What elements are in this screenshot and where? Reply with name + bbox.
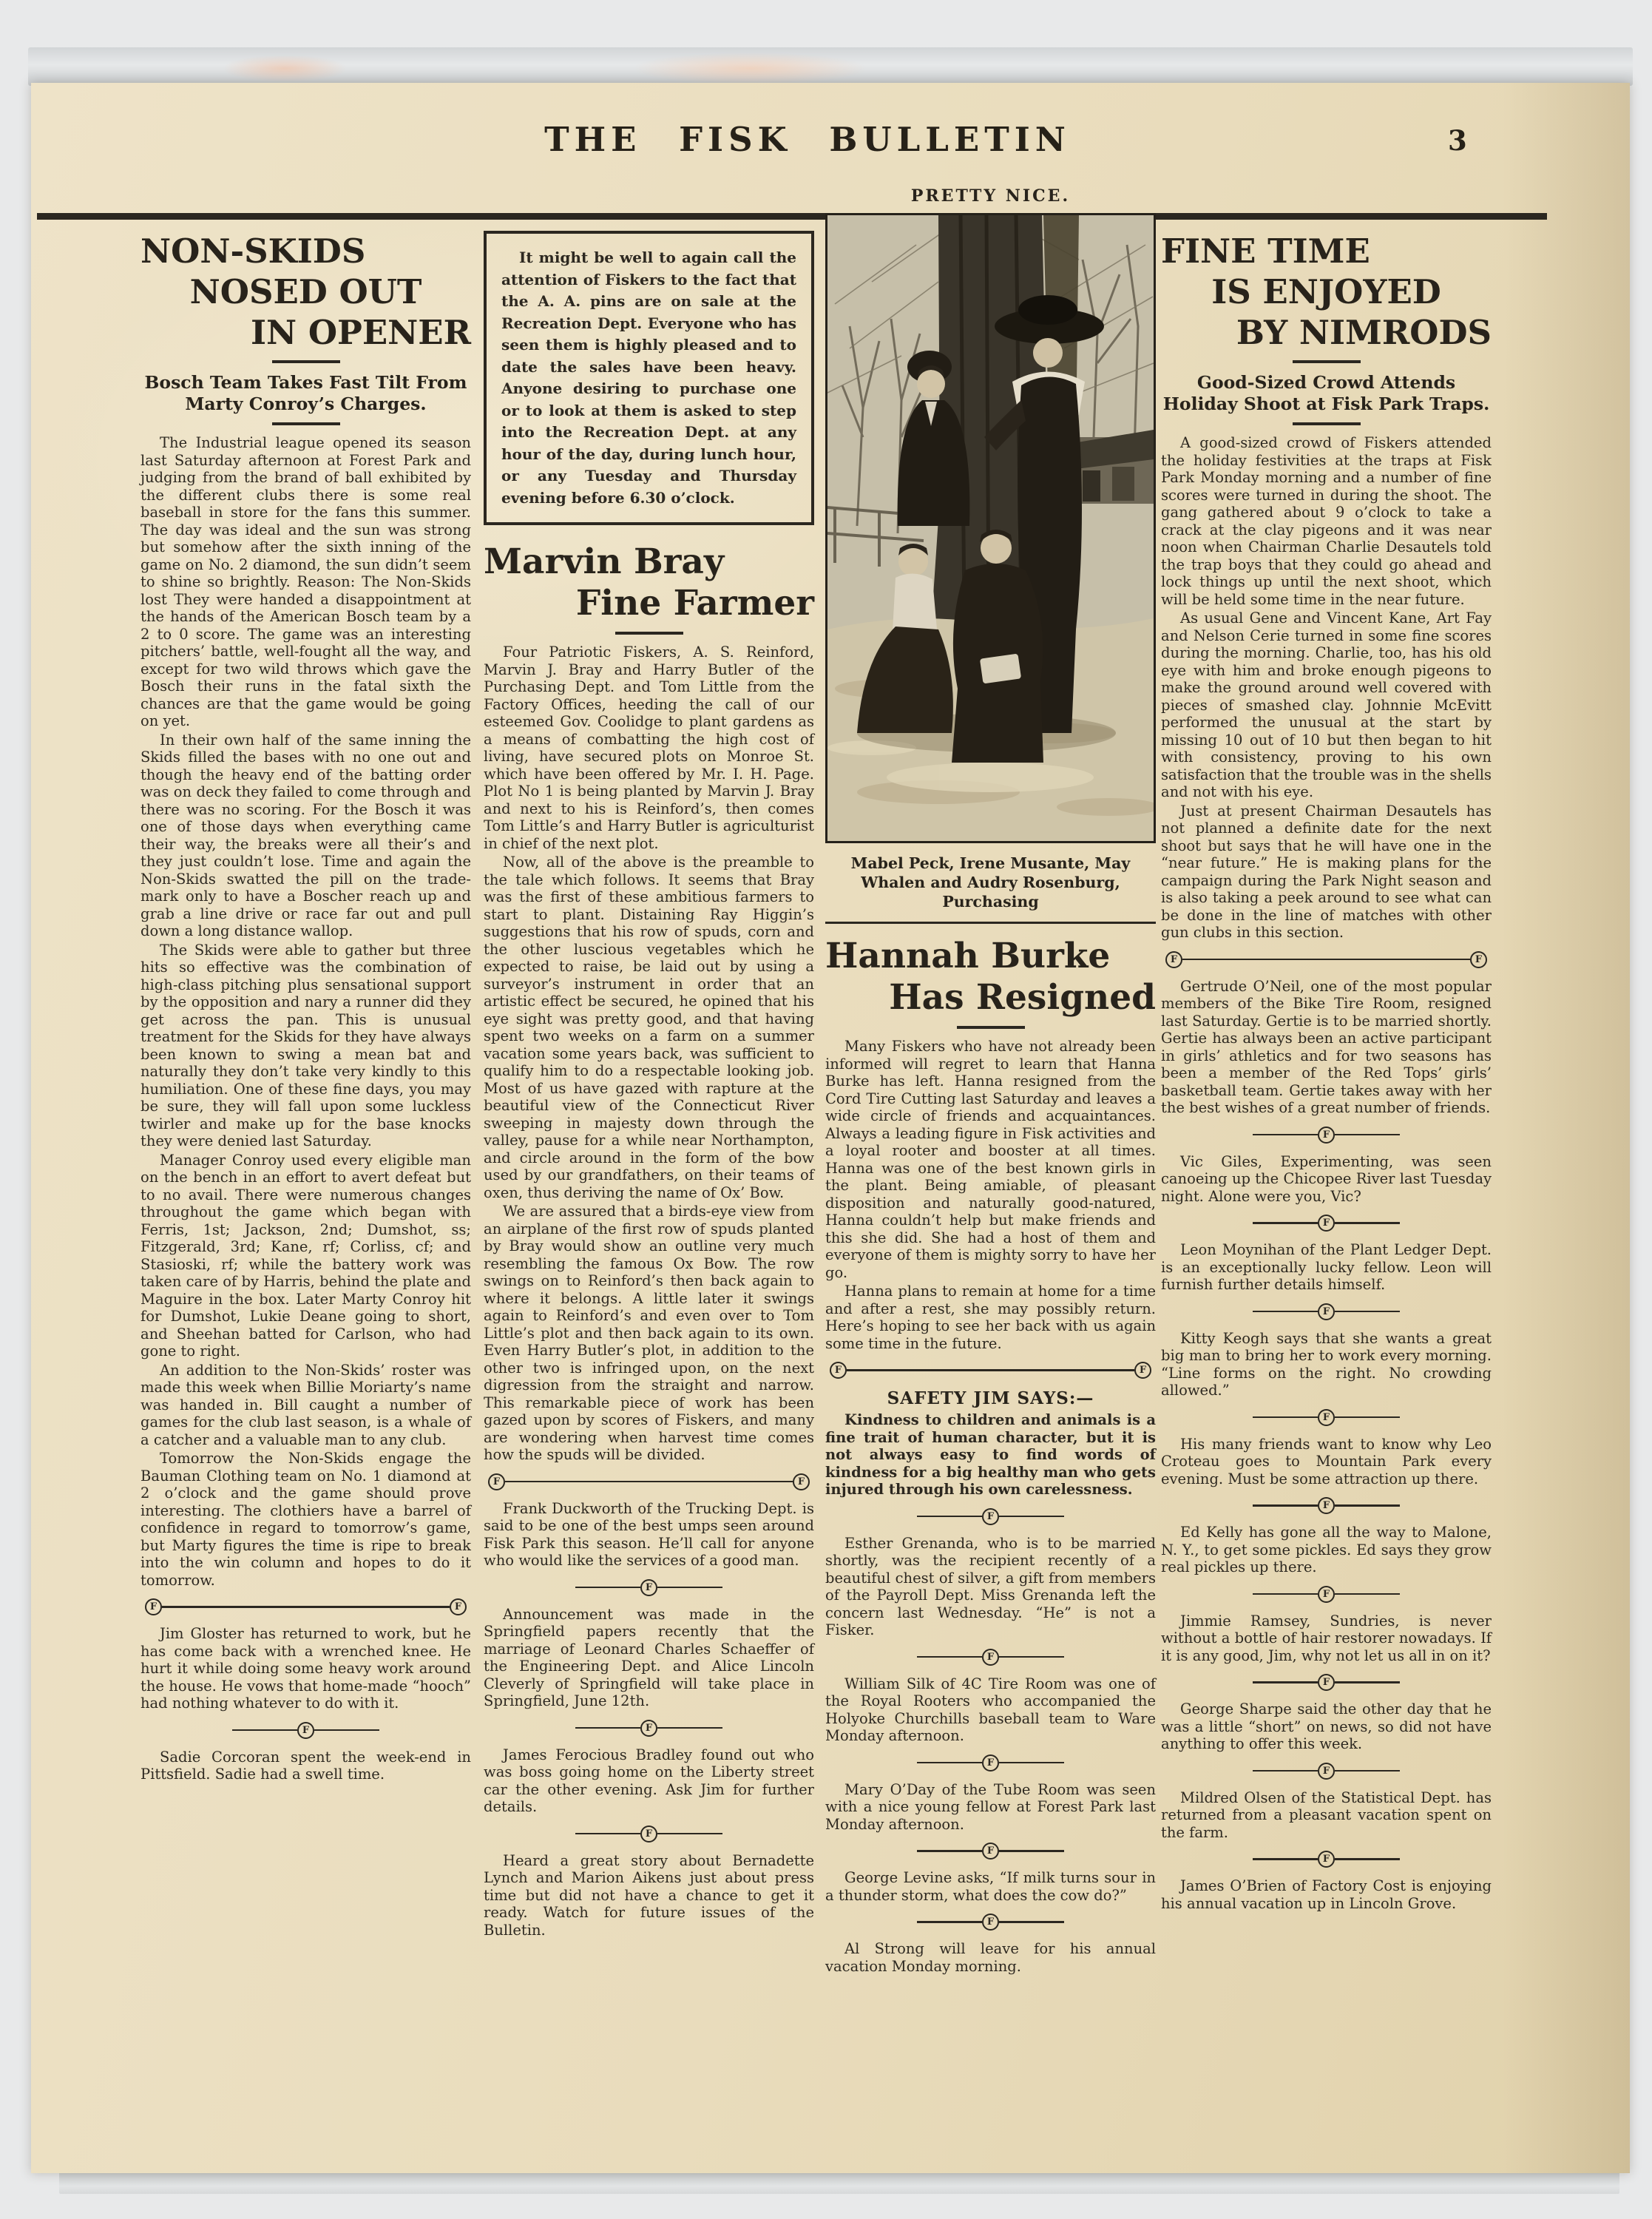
divider-line (1253, 1134, 1318, 1136)
section-divider (830, 1649, 1151, 1666)
news-short: George Levine asks, “If milk turns sour in a thunder storm, what does the cow do?” (825, 1869, 1156, 1904)
ornament-f-icon: F (640, 1825, 657, 1843)
news-short: Esther Grenanda, who is to be married shortly, was the recipient recently of a beautiful chest of silver, a gift from members of the Payroll Dept. Miss Grenanda left the concern last Wednesday. “He” is not a Fisker. (825, 1534, 1156, 1638)
headline-line: Has Resigned (889, 977, 1156, 1018)
subhead-holiday-shoot: Good-Sized Crowd Attends Holiday Shoot at Fisk Park Traps. (1162, 372, 1490, 414)
divider-line (917, 1656, 982, 1658)
divider-line (657, 1587, 722, 1589)
divider-line (1253, 1593, 1318, 1595)
divider-line (1335, 1504, 1400, 1507)
section-divider (830, 1508, 1151, 1525)
divider-line (1335, 1681, 1400, 1683)
page-number: 3 (1448, 124, 1467, 157)
newspaper-page (31, 83, 1630, 2173)
ornament-f-icon: F (1318, 1409, 1335, 1426)
ornament-f-icon: F (450, 1598, 467, 1615)
ornament-f-icon: F (1318, 1851, 1335, 1868)
section-divider (1165, 1215, 1487, 1232)
ornament-f-icon: F (1318, 1497, 1335, 1514)
section-divider (830, 1754, 1151, 1772)
section-divider (488, 1579, 810, 1596)
news-short: George Sharpe said the other day that he was a little “short” on news, so did not have anything to offer this week. (1161, 1700, 1492, 1752)
ornament-f-icon: F (1318, 1303, 1335, 1320)
news-short: Heard a great story about Bernadette Lynch and Marion Aikens just about press time but did not have a chance to get it ready. Watch for future issues of the Bulletin. (484, 1851, 814, 1939)
divider-line (1253, 1770, 1318, 1772)
column-2 (484, 231, 814, 1939)
news-short: Kitty Keogh says that she wants a great big man to bring her to work every morning. “Line forms on the right. No crowding allowed.” (1161, 1329, 1492, 1399)
headline-line: NON-SKIDS (141, 232, 366, 271)
news-short: Mary O’Day of the Tube Room was seen with a nice young fellow at Forest Park last Monday afternoon. (825, 1780, 1156, 1833)
headline-hannah-burke (825, 936, 1156, 1019)
ornament-f-icon: F (1134, 1362, 1151, 1379)
divider-line (1335, 1858, 1400, 1860)
headline-line: Hannah Burke (825, 936, 1111, 976)
divider-line (999, 1656, 1064, 1658)
news-short: Announcement was made in the Springfield papers recently that the marriage of Leonard Charles Schaeffer of the Engineering Dept. and Alice Lincoln Cleverly of Springfield will take place in Springfield, June 12th. (484, 1605, 814, 1709)
article-paragraph: As usual Gene and Vincent Kane, Art Fay and Nelson Cerie turned in some fine scores during the morning. Charlie, too, has his old eye with him and broke enough pigeons to make the ground around well covered with pieces of smashed clay. Johnnie McEvitt performed the unusual at the start by missing 10 out of 10 but then began to hit with consistency, proving to his own satisfaction that the trouble was in the shells and not with his eye. (1161, 609, 1492, 800)
divider-line (1253, 1222, 1318, 1224)
section-divider (1165, 1586, 1487, 1603)
ornament-f-icon: F (1318, 1586, 1335, 1603)
ornament-f-icon: F (488, 1473, 505, 1490)
headline-line: IS ENJOYED (1211, 272, 1441, 311)
section-divider (1165, 1674, 1487, 1691)
ornament-f-icon: F (640, 1579, 657, 1596)
headline-line: Marvin Bray (484, 541, 725, 582)
divider-line (1335, 1311, 1400, 1313)
subhead-bosch: Bosch Team Takes Fast Tilt From Marty Conroy’s Charges. (144, 372, 467, 414)
news-short: James Ferocious Bradley found out who was boss going home on the Liberty street car the other evening. Ask Jim for further details. (484, 1746, 814, 1815)
divider-line (1335, 1134, 1400, 1136)
article-paragraph: Four Patriotic Fiskers, A. S. Reinford, Marvin J. Bray and Harry Butler of the Purchasing Dept. and Tom Little from the Factory Offices, heeding the call of our esteemed Gov. Coolidge to plant gardens as a means of combatting the high cost of living, have secured plots on Monroe St. which have been offered by Mr. I. H. Page. Plot No 1 is being planted by Marvin J. Bray and next to his is Reinford’s, then comes Tom Little’s and Harry Butler is agriculturist in chief of the next plot. (484, 644, 814, 852)
divider-line (162, 1606, 450, 1608)
section-divider (1165, 1303, 1487, 1320)
divider-line (917, 1850, 982, 1852)
ornament-f-icon: F (982, 1649, 999, 1666)
photo-title: PRETTY NICE. (910, 186, 1071, 206)
article-paragraph: The Industrial league opened its season last Saturday afternoon at Forest Park and judging from the brand of ball exhibited by the different clubs there is some real baseball in store for the fans this summer. The day was ideal and the sun was strong but somehow after the sixth inning of the game on No. 2 diamond, the sun didn’t seem to shine so brightly. Reason: The Non-Skids lost They were handed a disappointment at the hands of the American Bosch team by a 2 to 0 score. The game was an interesting pitchers’ battle, well-fought all the way, and except for two wild throws which gave the Bosch their runs in the fatal sixth the chances are that the game would be going on yet. (141, 434, 471, 729)
divider-line (1253, 1504, 1318, 1507)
headline-nonskids (141, 231, 471, 353)
article-paragraph: A good-sized crowd of Fiskers attended the holiday festivities at the traps at Fisk Park Monday morning and a number of fine scores were turned in during the shoot. The gang gathered about 9 o’clock to take a crack at the clay pigeons and it was near noon when Chairman Charlie Desautels told the trap boys that they could go ahead and lock things up until the next shoot, which will be held some time in the near future. (1161, 434, 1492, 608)
headline-rule (272, 360, 340, 363)
safety-jim-heading: SAFETY JIM SAYS:— (887, 1388, 1094, 1408)
divider-line (917, 1762, 982, 1764)
news-short: Al Strong will leave for his annual vacation Monday morning. (825, 1940, 1156, 1975)
article-paragraph: Just at present Chairman Desautels has not planned a definite date for the next shoot but says that he will have one in the “near future.” He is making plans for the campaign during the Park Night season and is also taking a peek around to see what can be done in the line of matches with other gun clubs in this section. (1161, 802, 1492, 941)
section-divider (1165, 1851, 1487, 1868)
divider-line (505, 1481, 793, 1483)
aa-pins-notice-box: It might be well to again call the attention of Fiskers to the fact that the A. A. pins are on sale at the Recreation Dept. Everyone who has seen them is highly pleased and to date the sales have been heavy. Anyone desiring to purchase one or to look at them is asked to step into the Recreation Dept. at any hour of the day, during lunch hour, or any Tuesday and Thursday evening before 6.30 o’clock. (484, 231, 814, 525)
article-paragraph: Manager Conroy used every eligible man on the bench in an effort to avert defeat but to no avail. There were numerous changes throughout the game which began with Ferris, 1st; Jackson, 2nd; Dumshot, ss; Fitzgerald, 3rd; Kane, rf; Corliss, cf; and Stasioski, rf; while the battery work was taken care of by Harris, behind the plate and Maguire in the box. Later Marty Conroy hit for Dumshot, Lukie Deane going to short, and Sheehan batted for Carlson, who had gone to right. (141, 1151, 471, 1360)
news-short: Jimmie Ramsey, Sundries, is never without a bottle of hair restorer nowadays. If it is any good, Jim, why not let us all in on it? (1161, 1612, 1492, 1664)
ornament-f-icon: F (145, 1598, 162, 1615)
headline-rule (615, 632, 683, 635)
section-divider (830, 1362, 1151, 1379)
section-divider (1165, 1409, 1487, 1426)
section-divider (1165, 1763, 1487, 1780)
divider-line (999, 1516, 1064, 1518)
ornament-f-icon: F (1318, 1674, 1335, 1691)
group-photograph (825, 213, 1156, 843)
divider-line (1335, 1770, 1400, 1772)
section-divider (488, 1473, 810, 1490)
column-1 (141, 231, 471, 1783)
ornament-f-icon: F (1470, 951, 1487, 968)
news-short: Frank Duckworth of the Trucking Dept. is said to be one of the best umps seen around Fisk Park this season. He’ll call for anyone who would like the services of a good man. (484, 1499, 814, 1569)
caption-rule (825, 922, 1156, 924)
ornament-f-icon: F (982, 1914, 999, 1931)
news-short: His many friends want to know why Leo Croteau goes to Mountain Park every evening. Must be some attraction up there. (1161, 1435, 1492, 1487)
article-paragraph: In their own half of the same inning the Skids filled the bases with no one out and though the heavy end of the batting order was on deck they failed to come through and there was no scoring. For the Bosch it was one of those days when everything came their way, the breaks were all their’s and they just couldn’t lose. Time and again the Non-Skids swatted the pill on the trade-mark only to have a Boscher reach up and grab a line drive or race far out and pull down a long distance wallop. (141, 731, 471, 939)
news-short: Mildred Olsen of the Statistical Dept. has returned from a pleasant vacation spent on the farm. (1161, 1789, 1492, 1841)
news-short: Gertrude O’Neil, one of the most popular members of the Bike Tire Room, resigned last Saturday. Gertie is to be married shortly. Gertie has always been an active participant in girls’ athletics and for two seasons has been a member of the Red Tops’ girls’ basketball team. Gertie takes away with her the best wishes of a great number of friends. (1161, 977, 1492, 1116)
news-short: Sadie Corcoran spent the week-end in Pittsfield. Sadie had a swell time. (141, 1748, 471, 1783)
subhead-rule (1293, 422, 1361, 425)
section-divider (1165, 1497, 1487, 1514)
headline-line: NOSED OUT (189, 272, 422, 311)
divider-line (575, 1833, 640, 1835)
ornament-f-icon: F (982, 1843, 999, 1860)
divider-line (1253, 1681, 1318, 1683)
page-title: THE FISK BULLETIN (544, 120, 1071, 159)
section-divider (145, 1722, 467, 1739)
ornament-f-icon: F (1318, 1215, 1335, 1232)
ornament-f-icon: F (830, 1362, 847, 1379)
section-divider (145, 1598, 467, 1615)
column-3 (825, 186, 1156, 1975)
headline-marvin-bray (484, 541, 814, 624)
headline-line: BY NIMRODS (1236, 313, 1492, 352)
divider-line (999, 1762, 1064, 1764)
news-short: James O’Brien of Factory Cost is enjoying his annual vacation up in Lincoln Grove. (1161, 1877, 1492, 1912)
divider-line (1335, 1222, 1400, 1224)
ornament-f-icon: F (297, 1722, 314, 1739)
divider-line (657, 1833, 722, 1835)
article-paragraph: We are assured that a birds-eye view from an airplane of the first row of spuds planted by Bray would show an outline very much resembling the famous Ox Bow. The row swings on to Reinford’s then back again to where it belongs. A little later it swings again to Reinford’s and even over to Tom Little’s plot and then back again to its own. Even Harry Butler’s plot, in addition to the other two is infringed upon, on the next digression from the straight and narrow. This remarkable piece of work has been gazed upon by scores of Fiskers, and many are wondering when harvest time comes how the spuds will be divided. (484, 1203, 814, 1463)
divider-line (314, 1729, 379, 1732)
headline-line: FINE TIME (1161, 232, 1370, 271)
headline-line: Fine Farmer (575, 583, 814, 624)
ornament-f-icon: F (982, 1754, 999, 1772)
article-paragraph: Hanna plans to remain at home for a time and after a rest, she may possibly return. Here’s hoping to see her back with us again some time in the future. (825, 1283, 1156, 1352)
ornament-f-icon: F (793, 1473, 810, 1490)
headline-line: IN OPENER (250, 313, 471, 352)
divider-line (1335, 1416, 1400, 1419)
divider-line (575, 1587, 640, 1589)
photo-caption: Mabel Peck, Irene Musante, May Whalen and Audry Rosenburg, Purchasing (850, 854, 1131, 911)
divider-line (657, 1727, 722, 1729)
divider-line (575, 1727, 640, 1729)
section-divider (1165, 951, 1487, 968)
news-short: Jim Gloster has returned to work, but he has come back with a wrenched knee. He hurt it while doing some heavy work around the house. He vows that home-made “hooch” had nothing whatever to do with it. (141, 1625, 471, 1712)
divider-line (1335, 1593, 1400, 1595)
divider-line (917, 1921, 982, 1923)
divider-line (999, 1850, 1064, 1852)
article-paragraph: An addition to the Non-Skids’ roster was made this week when Billie Moriarty’s name was handed in. Bill caught a number of games for the club last season, is a whale of a catcher and a valuable man to any club. (141, 1361, 471, 1448)
divider-line (1182, 959, 1470, 961)
headline-rule (1293, 360, 1361, 363)
section-divider (830, 1843, 1151, 1860)
divider-line (999, 1921, 1064, 1923)
news-short: William Silk of 4C Tire Room was one of the Royal Rooters who accompanied the Holyoke Churchills baseball team to Ware Monday afternoon. (825, 1675, 1156, 1744)
divider-line (917, 1516, 982, 1518)
safety-jim-text: Kindness to children and animals is a fine trait of human character, but it is not always easy to find words of kindness for a big healthy man who gets injured through his own carelessness. (825, 1411, 1156, 1498)
section-divider (488, 1720, 810, 1737)
article-paragraph: Many Fiskers who have not already been informed will regret to learn that Hanna Burke has left. Hanna resigned from the Cord Tire Cutting last Saturday and leaves a wide circle of friends and acquaintances. Always a leading figure in Fisk activities and a loyal rooter and booster at all times. Hanna was one of the best known girls in the plant. Being amiable, of pleasant disposition and naturally good-natured, Hanna couldn’t help but make friends and this she did. She had a host of them and everyone of them is mighty sorry to have her go. (825, 1038, 1156, 1281)
divider-line (1253, 1311, 1318, 1313)
ornament-f-icon: F (1165, 951, 1182, 968)
article-paragraph: Now, all of the above is the preamble to the tale which follows. It seems that Bray was the first of these ambitious farmers to start to plant. Distaining Ray Higgin’s suggestions that his row of spuds, corn and the other luscious vegetables which he expected to raise, be laid out by using a surveyor’s instrument in order that an artistic effect be secured, he opined that his eye sight was pretty good, and that having spent two weeks on a farm on a summer vacation some years back, was sufficient to qualify him to do a respectable looking job. Most of us have gazed with rapture at the beautiful view of the Connecticut River sweeping in majesty down through the valley, pause for a while near Northampton, and circle around in the form of the bow used by our grandfathers, on their teams of oxen, thus deriving the name of Ox’ Bow. (484, 854, 814, 1201)
ornament-f-icon: F (1318, 1763, 1335, 1780)
subhead-rule (272, 422, 340, 425)
masthead-rule (37, 213, 1547, 220)
article-paragraph: The Skids were able to gather but three hits so effective was the combination of high-class pitching plus sensational support by the opposition and nary a runner did they get across the pan. This is unusual treatment for the Skids for they have always been known to swing a mean bat and naturally they don’t take very kindly to this humiliation. One of these fine days, you may be sure, they will fall upon some luckless twirler and make up for the base knocks they were denied last Saturday. (141, 941, 471, 1149)
news-short: Ed Kelly has gone all the way to Malone, N. Y., to get some pickles. Ed says they grow real pickles up there. (1161, 1524, 1492, 1575)
plastic-sleeve-bottom-edge (59, 2172, 1619, 2194)
column-4 (1161, 231, 1492, 1912)
section-divider (830, 1914, 1151, 1931)
headline-rule (957, 1026, 1025, 1029)
plastic-sleeve-top-edge (28, 47, 1633, 86)
divider-line (1253, 1416, 1318, 1419)
ornament-f-icon: F (1318, 1127, 1335, 1144)
divider-line (1253, 1858, 1318, 1860)
section-divider (488, 1825, 810, 1843)
divider-line (232, 1729, 297, 1732)
article-paragraph: Tomorrow the Non-Skids engage the Bauman Clothing team on No. 1 diamond at 2 o’clock and the game should prove interesting. The clothiers have a barrel of confidence in regard to tomorrow’s game, but Marty figures the time is ripe to break into the win column and hopes to do it tomorrow. (141, 1450, 471, 1589)
headline-fine-time (1161, 231, 1492, 353)
news-short: Leon Moynihan of the Plant Ledger Dept. is an exceptionally lucky fellow. Leon will furnish further details himself. (1161, 1241, 1492, 1293)
ornament-f-icon: F (982, 1508, 999, 1525)
photo-illustration (827, 215, 1154, 841)
divider-line (847, 1369, 1134, 1371)
section-divider (1165, 1127, 1487, 1144)
ornament-f-icon: F (640, 1720, 657, 1737)
news-short: Vic Giles, Experimenting, was seen canoeing up the Chicopee River last Tuesday night. Alone were you, Vic? (1161, 1152, 1492, 1205)
